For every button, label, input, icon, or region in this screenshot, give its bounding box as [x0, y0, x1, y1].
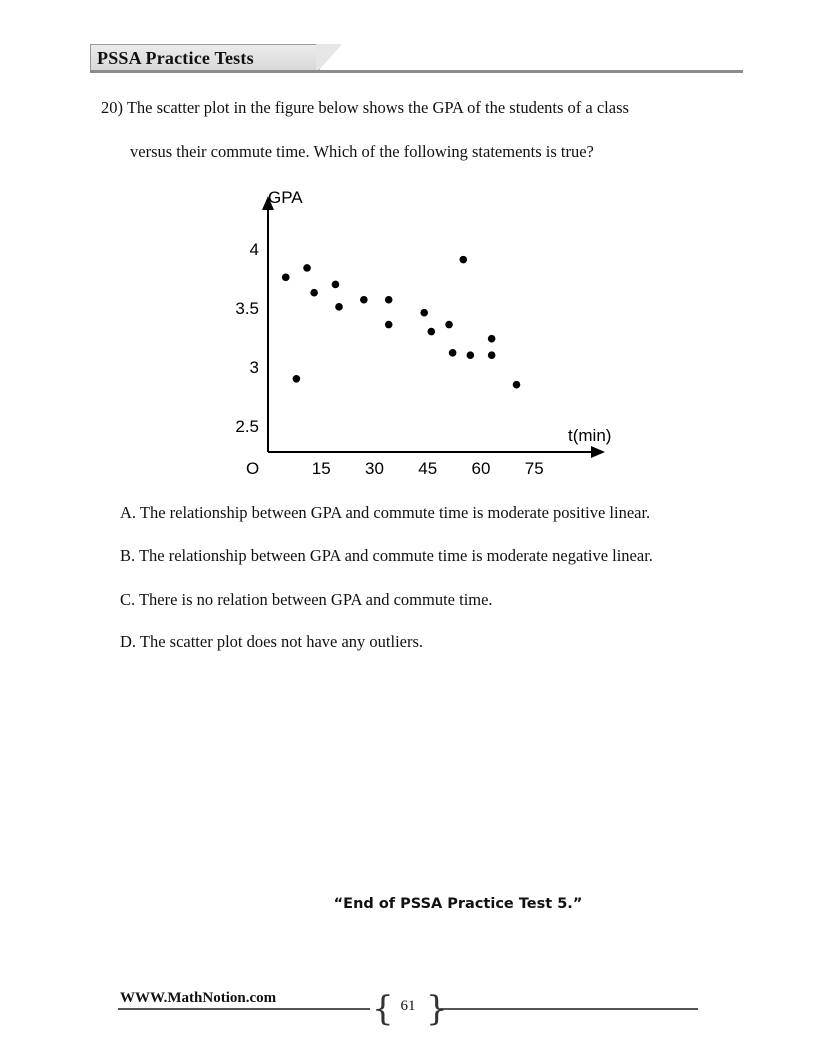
header-rule: [90, 70, 743, 73]
x-tick-label: 30: [365, 459, 384, 478]
x-axis-arrow: [591, 446, 605, 458]
x-tick-labels: [312, 459, 544, 478]
data-points: [282, 256, 520, 389]
data-point: [428, 328, 436, 336]
footer-site-name: WWW.MathNotion.com: [120, 990, 277, 1006]
data-point: [385, 296, 393, 304]
question-line-1: 20) The scatter plot in the figure below shows the GPA of the students of a class: [101, 98, 629, 117]
data-point: [293, 375, 301, 383]
data-point: [310, 289, 318, 297]
y-tick-labels: [235, 240, 259, 436]
x-tick-label: 60: [471, 459, 491, 478]
data-point: [513, 381, 521, 389]
page-number: 61: [400, 998, 416, 1014]
y-tick-label: 2.5: [235, 417, 259, 436]
data-point: [282, 274, 290, 282]
data-point: [488, 335, 496, 343]
data-point: [488, 351, 496, 359]
page-bracket-right: }: [426, 989, 448, 1029]
x-tick-label: 45: [418, 459, 438, 478]
page-bracket-left: {: [372, 989, 394, 1029]
data-point: [385, 321, 393, 329]
data-point: [360, 296, 368, 304]
end-of-test-text: “End of PSSA Practice Test 5.”: [333, 896, 583, 912]
origin-label: O: [246, 459, 260, 478]
option-d[interactable]: D. The scatter plot does not have any outliers.: [120, 632, 424, 651]
option-a[interactable]: A. The relationship between GPA and commute time is moderate positive linear.: [120, 503, 651, 522]
y-tick-label: 3.5: [235, 299, 259, 318]
data-point: [335, 303, 343, 311]
x-tick-label: 75: [524, 459, 544, 478]
question-line-2: versus their commute time. Which of the following statements is true?: [130, 142, 594, 161]
x-tick-label: 15: [311, 459, 331, 478]
data-point: [459, 256, 467, 264]
header-title: PSSA Practice Tests: [97, 48, 254, 68]
footer-rule-left: [118, 1008, 370, 1010]
x-axis-label: t(min): [568, 426, 612, 445]
header-tab-slant: [316, 44, 342, 73]
option-b[interactable]: B. The relationship between GPA and commute time is moderate negative linear.: [120, 546, 653, 565]
y-tick-label: 3: [249, 358, 259, 377]
data-point: [445, 321, 453, 329]
y-axis-label: GPA: [268, 188, 303, 207]
scatter-chart: [215, 180, 635, 485]
footer-rule-right: [440, 1008, 698, 1010]
data-point: [449, 349, 457, 357]
y-tick-label: 4: [249, 240, 259, 259]
data-point: [303, 264, 311, 272]
data-point: [332, 281, 340, 289]
option-c[interactable]: C. There is no relation between GPA and commute time.: [120, 590, 493, 609]
data-point: [420, 309, 428, 317]
data-point: [467, 351, 475, 359]
